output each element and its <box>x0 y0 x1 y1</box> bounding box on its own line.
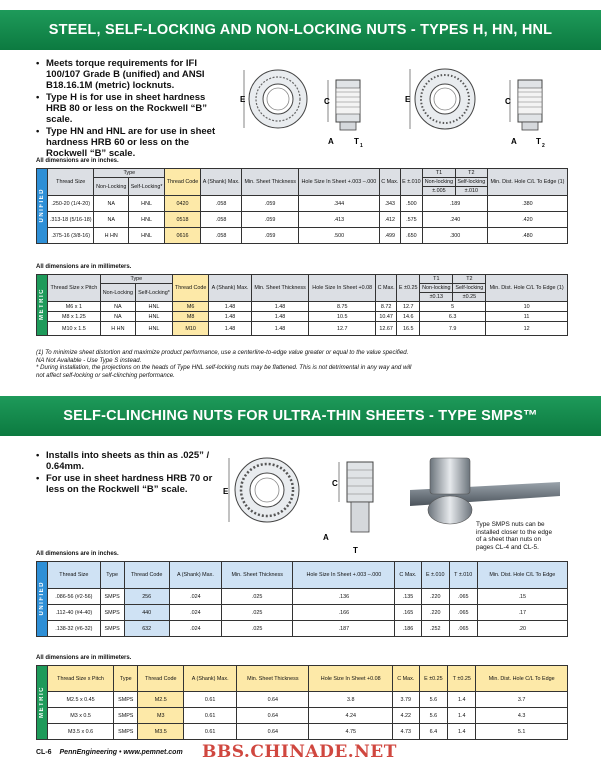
cell: M3 x 0.5 <box>48 708 114 724</box>
cell: NA <box>100 302 135 312</box>
cell: 0616 <box>165 228 201 244</box>
cell: 4.75 <box>309 724 392 740</box>
col-header: A (Shank) Max. <box>209 275 251 302</box>
cell: 0.61 <box>184 692 237 708</box>
col-header: E ±0.25 <box>419 666 448 692</box>
cell: SMPS <box>114 692 138 708</box>
cell: M8 <box>172 312 209 322</box>
nut-drawing-hnl <box>400 52 570 152</box>
cell: M10 x 1.5 <box>48 322 101 336</box>
cell: 1.48 <box>209 302 251 312</box>
cell: 0.64 <box>237 692 309 708</box>
table-row <box>37 724 568 740</box>
footnote: NA Not Available - Use Type S instead. <box>36 356 142 364</box>
cell: NA <box>100 312 135 322</box>
col-header: T ±0.25 <box>448 666 476 692</box>
cell: 0420 <box>165 196 201 212</box>
cell: SMPS <box>114 708 138 724</box>
dim-label-t1-sub: 1 <box>360 143 363 149</box>
cell: .412 <box>379 212 400 228</box>
cell: 10.5 <box>309 312 376 322</box>
cell: M8 x 1.25 <box>48 312 101 322</box>
cell: .413 <box>298 212 379 228</box>
cell: 632 <box>124 621 169 637</box>
cell: .344 <box>298 196 379 212</box>
cell: M6 x 1 <box>48 302 101 312</box>
units-note: All dimensions are in millimeters. <box>36 655 132 661</box>
col-subheader: ±.010 <box>455 187 487 196</box>
cell: 5 <box>420 302 486 312</box>
col-header: C Max. <box>376 275 397 302</box>
cell: .025 <box>222 589 293 605</box>
feature-item: • For use in sheet hardness HRB 70 or less on the Rockwell “B” scale. <box>36 473 216 495</box>
col-header: Min. Dist. Hole C/L To Edge <box>476 666 568 692</box>
cell: 14.6 <box>397 312 420 322</box>
cell: 6.4 <box>419 724 448 740</box>
cell: .300 <box>423 228 488 244</box>
col-header: A (Shank) Max. <box>184 666 237 692</box>
dim-label-a: A <box>323 533 329 542</box>
cell: 0.61 <box>184 708 237 724</box>
cell: 5.1 <box>476 724 568 740</box>
col-header: Thread Size x Pitch <box>48 666 114 692</box>
cell: SMPS <box>114 724 138 740</box>
col-header: E ±.010 <box>421 562 449 589</box>
hnl-metric-table <box>36 274 568 336</box>
col-header: Thread Code <box>124 562 169 589</box>
cell: 0.61 <box>184 724 237 740</box>
smps-metric-table <box>36 665 568 740</box>
feature-item: • Type H is for use in sheet hardness HRB 80 or less on the Rockwell “B” scale. <box>36 92 226 125</box>
table-row <box>37 312 568 322</box>
col-header: E ±.010 <box>400 169 422 196</box>
cell: .240 <box>423 212 488 228</box>
dim-label-e: E <box>240 95 246 104</box>
cell: .343 <box>379 196 400 212</box>
table-row <box>37 692 568 708</box>
col-header: T1 <box>420 275 453 284</box>
cell: .135 <box>395 589 421 605</box>
cell: 1.4 <box>448 692 476 708</box>
cell: .20 <box>477 621 567 637</box>
cell: 4.3 <box>476 708 568 724</box>
cell: 7.9 <box>420 322 486 336</box>
cell: .024 <box>169 605 221 621</box>
cell: HNL <box>129 196 165 212</box>
footnote: not affect self-locking or self-clinching performance. <box>36 371 175 379</box>
cell: M10 <box>172 322 209 336</box>
cell: SMPS <box>100 589 124 605</box>
smps-unified-table <box>36 561 568 637</box>
cell: HNL <box>136 302 173 312</box>
cell: 3.8 <box>309 692 392 708</box>
col-subheader: ±.005 <box>423 187 456 196</box>
cell: M3.5 <box>138 724 184 740</box>
cell: .500 <box>400 196 422 212</box>
cell: 3.79 <box>392 692 419 708</box>
cell: 1.48 <box>209 322 251 336</box>
cell: .024 <box>169 621 221 637</box>
dim-label-a: A <box>511 137 517 146</box>
feature-list-hnl <box>36 58 226 160</box>
cell: .500 <box>298 228 379 244</box>
cell: H HN <box>94 228 129 244</box>
col-header: Hole Size In Sheet +.003 –.000 <box>293 562 395 589</box>
feature-list-smps <box>36 450 216 496</box>
dim-label-c: C <box>332 479 338 488</box>
cell: 10 <box>486 302 568 312</box>
col-subheader: ±0.13 <box>420 293 453 302</box>
cell: 16.5 <box>397 322 420 336</box>
col-header: T ±.010 <box>449 562 477 589</box>
col-group-header: Type <box>100 275 172 284</box>
cell: .220 <box>421 589 449 605</box>
col-header: Min. Dist. Hole C/L To Edge <box>477 562 567 589</box>
cell: 4.24 <box>309 708 392 724</box>
cell: 8.72 <box>376 302 397 312</box>
col-group-header: Type <box>94 169 165 178</box>
col-header: Type <box>100 562 124 589</box>
cell: 1.4 <box>448 724 476 740</box>
col-subheader: Non-locking <box>420 284 453 293</box>
col-header: Non-Locking <box>100 284 135 302</box>
col-header: T1 <box>423 169 456 178</box>
footnotes <box>36 349 576 379</box>
cell: .17 <box>477 605 567 621</box>
col-header: C Max. <box>395 562 421 589</box>
cell: 6.3 <box>420 312 486 322</box>
cell: NA <box>94 196 129 212</box>
section-banner-hnl: STEEL, SELF-LOCKING AND NON-LOCKING NUTS - TYPES H, HN, HNL <box>0 10 601 50</box>
website: • www.pemnet.com <box>119 749 183 756</box>
col-header: A (Shank) Max. <box>200 169 241 196</box>
col-header: Min. Sheet Thickness <box>251 275 309 302</box>
cell: 5.6 <box>419 692 448 708</box>
col-header: Type <box>114 666 138 692</box>
footnote: (1) To minimize sheet distortion and maximize product performance, use a centerline-to-edge value greater or equal to the value specified. <box>36 349 409 356</box>
cell: NA <box>94 212 129 228</box>
page-number: CL-6 <box>36 749 52 756</box>
table-row <box>37 228 568 244</box>
cell: 12.7 <box>309 322 376 336</box>
smps-caption: Type SMPS nuts can be installed closer to the edge of a sheet than nuts on pages CL-4 and CL-5. <box>476 521 553 551</box>
cell: 10.47 <box>376 312 397 322</box>
feature-item: • Meets torque requirements for IFI 100/107 Grade B (unified) and ANSI B18.16.1M (metric) locknuts. <box>36 58 226 91</box>
col-header: T2 <box>455 169 487 178</box>
cell: .480 <box>487 228 567 244</box>
col-header: Thread Size <box>48 562 101 589</box>
feature-item: • Type HN and HNL are for use in sheet hardness HRB 60 or less on the Rockwell “B” scale. <box>36 126 226 159</box>
col-header: Thread Size x Pitch <box>48 275 101 302</box>
col-header: C Max. <box>392 666 419 692</box>
cell: 12.7 <box>397 302 420 312</box>
cell: .380 <box>487 196 567 212</box>
cell: .059 <box>242 212 299 228</box>
dim-label-e: E <box>405 95 411 104</box>
smps-nut-drawing <box>215 440 395 558</box>
cell: .250-20 (1/4-20) <box>48 196 94 212</box>
cell: 12 <box>486 322 568 336</box>
page-footer <box>36 749 183 756</box>
table-side-label: METRIC <box>37 666 48 740</box>
cell: .375-16 (3/8-16) <box>48 228 94 244</box>
dim-label-t2-sub: 2 <box>542 143 545 149</box>
cell: .499 <box>379 228 400 244</box>
col-header: Thread Code <box>172 275 209 302</box>
cell: 0518 <box>165 212 201 228</box>
cell: .065 <box>449 589 477 605</box>
cell: .136 <box>293 589 395 605</box>
col-subheader: ±0.25 <box>453 293 486 302</box>
col-subheader: Self-locking <box>455 178 487 187</box>
dim-label-t1: T <box>354 137 359 146</box>
cell: .112-40 (#4-40) <box>48 605 101 621</box>
col-header: Thread Code <box>165 169 201 196</box>
cell: 4.22 <box>392 708 419 724</box>
cell: 5.6 <box>419 708 448 724</box>
col-header: Min. Sheet Thickness <box>237 666 309 692</box>
col-header: C Max. <box>379 169 400 196</box>
cell: 11 <box>486 312 568 322</box>
cell: 1.48 <box>209 312 251 322</box>
table-side-label: UNIFIED <box>37 562 48 637</box>
dim-label-c: C <box>505 97 511 106</box>
col-header: Self-Locking* <box>129 178 165 196</box>
cell: SMPS <box>100 621 124 637</box>
cell: .058 <box>200 212 241 228</box>
col-header: Min. Sheet Thickness <box>242 169 299 196</box>
dim-label-t: T <box>353 546 358 555</box>
cell: .065 <box>449 605 477 621</box>
cell: .252 <box>421 621 449 637</box>
col-header: A (Shank) Max. <box>169 562 221 589</box>
cell: M2.5 <box>138 692 184 708</box>
table-row <box>37 212 568 228</box>
cell: .058 <box>200 228 241 244</box>
cell: .166 <box>293 605 395 621</box>
cell: 1.4 <box>448 708 476 724</box>
cell: 0.64 <box>237 708 309 724</box>
table-row <box>37 621 568 637</box>
watermark: BBS.CHINADE.NET <box>202 742 397 762</box>
table-row <box>37 302 568 312</box>
col-header: Min. Dist. Hole C/L To Edge (1) <box>486 275 568 302</box>
table-side-label: METRIC <box>37 275 48 336</box>
col-header: Thread Code <box>138 666 184 692</box>
table-row <box>37 589 568 605</box>
dim-label-e: E <box>223 487 229 496</box>
cell: .575 <box>400 212 422 228</box>
col-subheader: Self-locking <box>453 284 486 293</box>
footnote: * During installation, the projections on the heads of Type HNL self-locking nuts may be flattened. This is not detrimental in any way and will <box>36 364 412 371</box>
table-row <box>37 322 568 336</box>
hnl-unified-table <box>36 168 568 244</box>
cell: .189 <box>423 196 488 212</box>
cell: HNL <box>129 228 165 244</box>
table-row <box>37 196 568 212</box>
cell: 0.64 <box>237 724 309 740</box>
cell: .025 <box>222 605 293 621</box>
installed-nut-image <box>400 450 570 530</box>
table-side-label: UNIFIED <box>37 169 48 244</box>
col-subheader: Non-locking <box>423 178 456 187</box>
cell: 1.48 <box>251 302 309 312</box>
cell: 4.73 <box>392 724 419 740</box>
col-header: T2 <box>453 275 486 284</box>
dim-label-t2: T <box>536 137 541 146</box>
dim-label-c: C <box>324 97 330 106</box>
cell: .059 <box>242 228 299 244</box>
cell: .024 <box>169 589 221 605</box>
col-header: Min. Dist. Hole C/L To Edge (1) <box>487 169 567 196</box>
units-note: All dimensions are in inches. <box>36 551 119 557</box>
cell: M3 <box>138 708 184 724</box>
cell: .313-18 (5/16-18) <box>48 212 94 228</box>
table-row <box>37 605 568 621</box>
cell: .15 <box>477 589 567 605</box>
cell: M6 <box>172 302 209 312</box>
dim-label-a: A <box>328 137 334 146</box>
cell: .065 <box>449 621 477 637</box>
col-header: E ±0.25 <box>397 275 420 302</box>
cell: 3.7 <box>476 692 568 708</box>
feature-item: • Installs into sheets as thin as .025” / 0.64mm. <box>36 450 216 472</box>
table-row <box>37 708 568 724</box>
cell: .220 <box>421 605 449 621</box>
col-header: Self-Locking* <box>136 284 173 302</box>
cell: M2.5 x 0.45 <box>48 692 114 708</box>
cell: .420 <box>487 212 567 228</box>
col-header: Non-Locking <box>94 178 129 196</box>
cell: .058 <box>200 196 241 212</box>
cell: SMPS <box>100 605 124 621</box>
cell: .025 <box>222 621 293 637</box>
cell: .186 <box>395 621 421 637</box>
cell: .138-32 (#6-32) <box>48 621 101 637</box>
col-header: Min. Sheet Thickness <box>222 562 293 589</box>
cell: HNL <box>136 322 173 336</box>
cell: .059 <box>242 196 299 212</box>
cell: HNL <box>129 212 165 228</box>
cell: .187 <box>293 621 395 637</box>
cell: 1.48 <box>251 312 309 322</box>
cell: 8.75 <box>309 302 376 312</box>
units-note: All dimensions are in inches. <box>36 158 119 164</box>
col-header: Hole Size In Sheet +0.08 <box>309 666 392 692</box>
cell: .165 <box>395 605 421 621</box>
nut-drawing-h <box>236 52 386 152</box>
cell: H HN <box>100 322 135 336</box>
cell: 1.48 <box>251 322 309 336</box>
cell: 256 <box>124 589 169 605</box>
cell: 440 <box>124 605 169 621</box>
col-header: Thread Size <box>48 169 94 196</box>
cell: .650 <box>400 228 422 244</box>
cell: M3.5 x 0.6 <box>48 724 114 740</box>
col-header: Hole Size In Sheet +.003 –.000 <box>298 169 379 196</box>
cell: HNL <box>136 312 173 322</box>
col-header: Hole Size In Sheet +0.08 <box>309 275 376 302</box>
cell: 12.67 <box>376 322 397 336</box>
company-name: PennEngineering <box>59 749 118 756</box>
section-banner-smps: SELF-CLINCHING NUTS FOR ULTRA-THIN SHEETS - TYPE SMPS™ <box>0 396 601 436</box>
units-note: All dimensions are in millimeters. <box>36 264 132 270</box>
cell: .086-56 (#2-56) <box>48 589 101 605</box>
